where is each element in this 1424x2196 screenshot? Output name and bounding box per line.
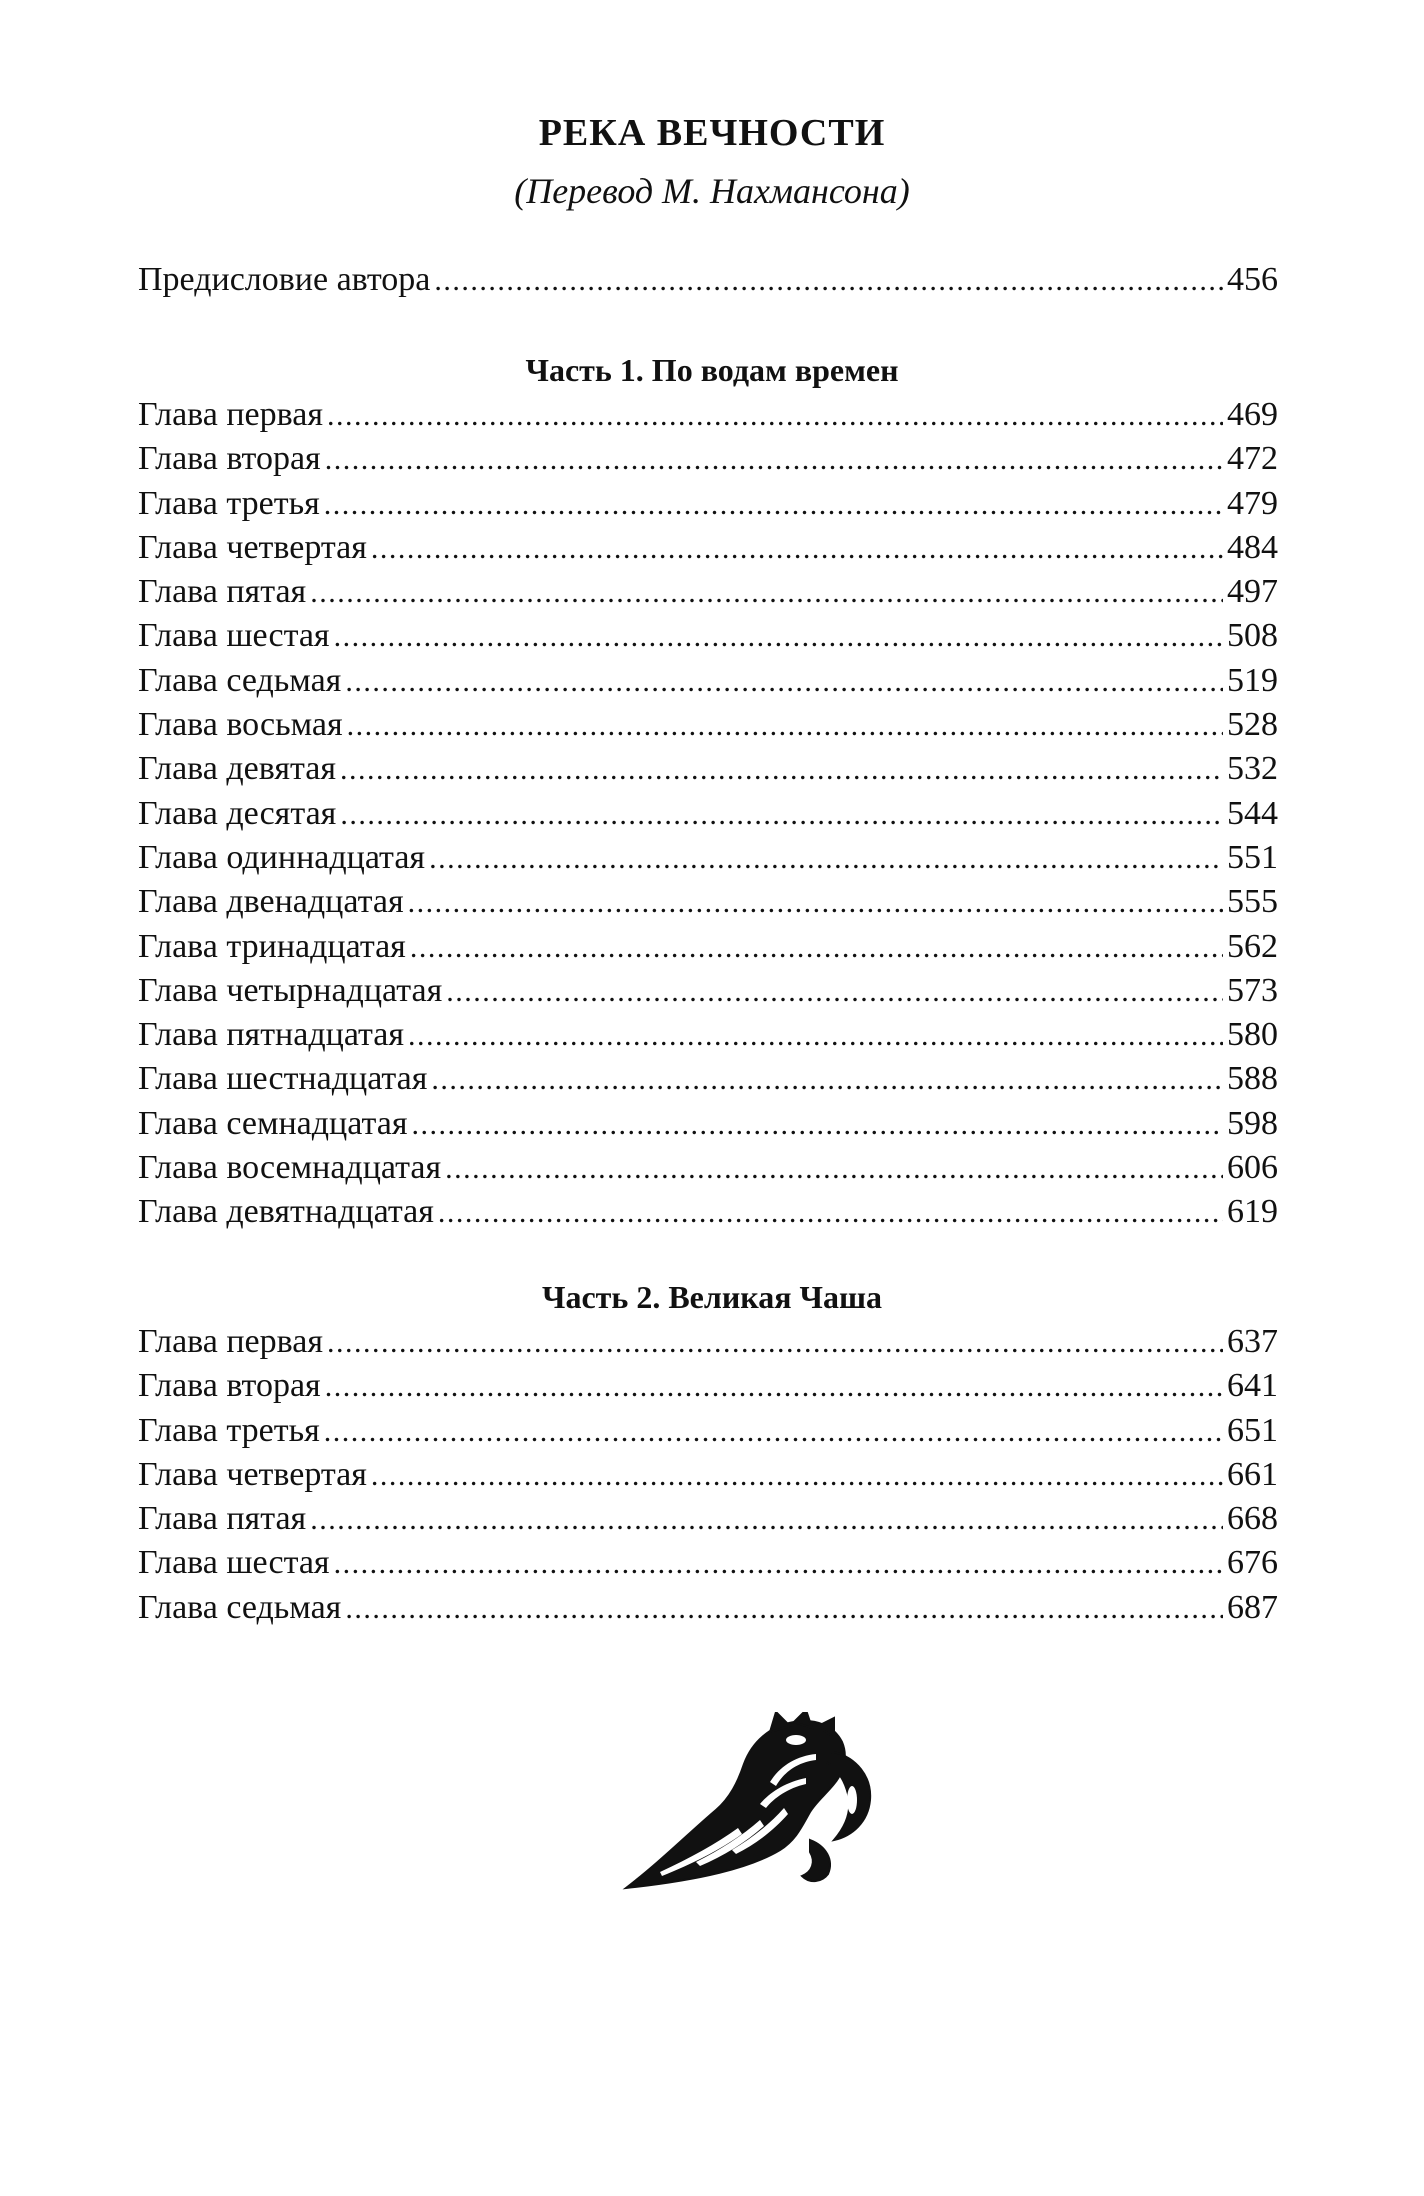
toc-entry-page: 544 (1227, 794, 1278, 832)
toc-entry-label: Глава четвертая (138, 1455, 367, 1493)
toc-entry[interactable] (138, 1586, 1278, 1630)
toc-entry-label: Глава пятнадцатая (138, 1016, 405, 1054)
dot-leader (324, 1410, 1223, 1454)
toc-entry[interactable] (138, 1453, 1278, 1497)
toc-entry[interactable] (138, 482, 1278, 526)
toc-entry-page: 519 (1227, 661, 1278, 699)
toc-entry-page: 562 (1227, 927, 1278, 965)
dot-leader (371, 1454, 1223, 1498)
toc-entry-label: Глава седьмая (138, 1588, 342, 1626)
toc-entry[interactable] (138, 836, 1278, 880)
toc-entry-page: 472 (1227, 440, 1278, 478)
toc-entry-page: 456 (1227, 261, 1278, 298)
dot-leader (340, 793, 1223, 837)
toc-entry[interactable] (138, 1057, 1278, 1101)
toc-entry[interactable] (138, 792, 1278, 836)
toc-entry[interactable] (138, 1190, 1278, 1234)
toc-entry-page: 641 (1227, 1367, 1278, 1405)
toc-entry-label: Глава шестнадцатая (138, 1060, 428, 1098)
dot-leader (334, 1542, 1223, 1586)
dot-leader (310, 1498, 1223, 1542)
toc-entry[interactable] (138, 659, 1278, 703)
toc-entry-label: Глава четырнадцатая (138, 971, 443, 1009)
toc-entry-page: 573 (1227, 971, 1278, 1009)
toc-entry-page: 637 (1227, 1323, 1278, 1360)
toc-entry-page: 469 (1227, 396, 1278, 433)
dot-leader (324, 483, 1223, 527)
part-1-chapter-list (138, 393, 1278, 1235)
part-2-chapter-list (138, 1320, 1278, 1630)
toc-entry-page: 661 (1227, 1455, 1278, 1493)
part-1-heading: Часть 1. По водам времен (525, 352, 899, 388)
toc-entry-label: Глава шестая (138, 1544, 330, 1582)
toc-entry-label: Глава третья (138, 484, 320, 522)
dot-leader (410, 926, 1223, 970)
book-title: РЕКА ВЕЧНОСТИ (538, 112, 886, 154)
toc-entry[interactable] (138, 969, 1278, 1013)
toc-entry-page: 676 (1227, 1544, 1278, 1582)
dot-leader (325, 438, 1223, 482)
dot-leader (325, 1365, 1223, 1409)
toc-entry-page: 668 (1227, 1500, 1278, 1538)
toc-entry-label: Глава первая (138, 1323, 323, 1360)
toc-entry-label: Глава восемнадцатая (138, 1149, 442, 1187)
toc-entry-label: Глава девятая (138, 750, 336, 788)
toc-entry-label: Глава двенадцатая (138, 883, 404, 921)
dot-leader (347, 704, 1223, 748)
toc-entry-page: 555 (1227, 883, 1278, 921)
toc-entry-label: Глава пятая (138, 573, 307, 611)
dot-leader (371, 527, 1223, 571)
toc-entry-page: 580 (1227, 1016, 1278, 1054)
dot-leader (408, 881, 1223, 925)
toc-entry-preface[interactable] (138, 258, 1278, 302)
dot-leader (411, 1103, 1223, 1147)
dot-leader (429, 837, 1223, 881)
toc-entry-label: Глава десятая (138, 794, 337, 832)
toc-entry-page: 598 (1227, 1104, 1278, 1142)
toc-entry-label: Глава семнадцатая (138, 1104, 408, 1142)
toc-entry[interactable] (138, 1102, 1278, 1146)
part-2-heading: Часть 2. Великая Чаша (541, 1279, 883, 1315)
toc-entry-page: 651 (1227, 1411, 1278, 1449)
preface-block (138, 258, 1278, 302)
toc-entry-label: Глава одиннадцатая (138, 838, 426, 876)
toc-entry[interactable] (138, 703, 1278, 747)
toc-entry-label: Предисловие автора (138, 261, 431, 298)
dot-leader (438, 1191, 1223, 1235)
dot-leader (345, 660, 1223, 704)
toc-entry[interactable] (138, 614, 1278, 658)
dot-leader (327, 394, 1223, 438)
toc-entry[interactable] (138, 393, 1278, 437)
dot-leader (334, 615, 1223, 659)
toc-entry[interactable] (138, 1320, 1278, 1364)
toc-entry-page: 588 (1227, 1060, 1278, 1098)
toc-entry[interactable] (138, 570, 1278, 614)
dot-leader (446, 970, 1223, 1014)
toc-entry-label: Глава четвертая (138, 528, 367, 566)
toc-entry-page: 532 (1227, 750, 1278, 788)
dot-leader (434, 259, 1223, 303)
toc-entry-page: 619 (1227, 1193, 1278, 1231)
toc-entry-page: 479 (1227, 484, 1278, 522)
toc-entry-label: Глава девятнадцатая (138, 1193, 434, 1231)
toc-entry-label: Глава третья (138, 1411, 320, 1449)
toc-entry-label: Глава шестая (138, 617, 330, 655)
toc-entry[interactable] (138, 1364, 1278, 1408)
toc-entry[interactable] (138, 1146, 1278, 1190)
toc-entry[interactable] (138, 1013, 1278, 1057)
dot-leader (345, 1587, 1223, 1631)
toc-entry-page: 606 (1227, 1149, 1278, 1187)
toc-entry-page: 551 (1227, 838, 1278, 876)
toc-entry-page: 484 (1227, 528, 1278, 566)
toc-entry-label: Глава пятая (138, 1500, 307, 1538)
dot-leader (327, 1321, 1223, 1365)
dot-leader (310, 571, 1223, 615)
toc-entry-label: Глава вторая (138, 1367, 321, 1405)
dot-leader (431, 1058, 1223, 1102)
toc-entry[interactable] (138, 437, 1278, 481)
toc-entry-page: 528 (1227, 706, 1278, 744)
toc-entry[interactable] (138, 925, 1278, 969)
toc-entry[interactable] (138, 526, 1278, 570)
toc-entry-label: Глава первая (138, 396, 323, 433)
toc-entry-page: 508 (1227, 617, 1278, 655)
toc-entry-page: 687 (1227, 1588, 1278, 1626)
toc-entry-label: Глава восьмая (138, 706, 343, 744)
dot-leader (445, 1147, 1223, 1191)
toc-entry-label: Глава вторая (138, 440, 321, 478)
translator-credit: (Перевод М. Нахмансона) (514, 171, 910, 211)
toc-entry[interactable] (138, 1497, 1278, 1541)
toc-entry[interactable] (138, 1409, 1278, 1453)
dot-leader (340, 748, 1223, 792)
seashell-icon (620, 1712, 880, 1890)
toc-entry[interactable] (138, 1541, 1278, 1585)
dot-leader (408, 1014, 1223, 1058)
toc-entry[interactable] (138, 880, 1278, 924)
toc-entry-label: Глава седьмая (138, 661, 342, 699)
toc-entry-page: 497 (1227, 573, 1278, 611)
toc-entry[interactable] (138, 747, 1278, 791)
toc-entry-label: Глава тринадцатая (138, 927, 406, 965)
